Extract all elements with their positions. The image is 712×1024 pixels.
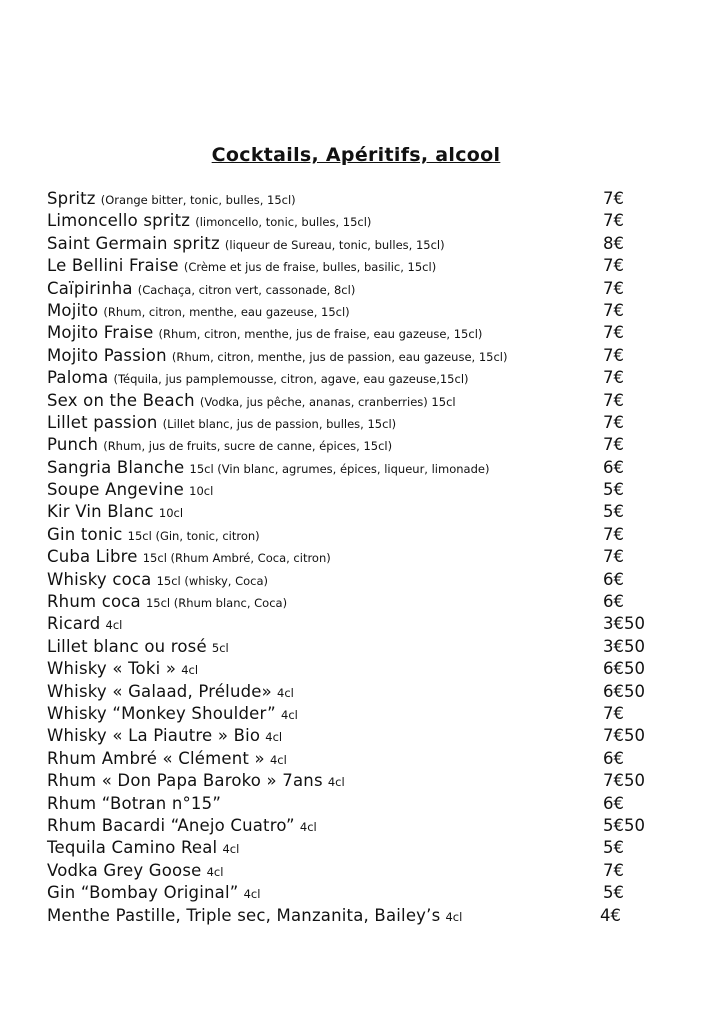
menu-item: [47, 501, 647, 523]
item-price: 4€: [600, 905, 621, 925]
menu-item: [47, 658, 647, 680]
item-price: 7€: [603, 524, 624, 544]
menu-item: [47, 546, 647, 568]
item-name: Whisky « Galaad, Prélude»: [47, 681, 272, 701]
item-detail: (Rhum, citron, menthe, jus de fraise, eau gazeuse, 15cl): [158, 327, 483, 342]
item-price: 3€50: [603, 636, 645, 656]
item-price: 5€: [603, 502, 624, 522]
menu-item: [47, 367, 647, 389]
menu-item: [47, 905, 647, 927]
item-detail: (Téquila, jus pamplemousse, citron, agave, eau gazeuse,15cl): [113, 372, 469, 387]
item-name: Whisky coca: [47, 569, 152, 589]
item-name: Menthe Pastille, Triple sec, Manzanita, Bailey’s: [47, 905, 441, 925]
item-price: 7€: [603, 368, 624, 388]
item-detail: 15cl (Rhum Ambré, Coca, citron): [142, 551, 331, 566]
item-name: Rhum “Botran n°15”: [47, 793, 222, 813]
menu-item: [47, 591, 647, 613]
item-detail: (Rhum, jus de fruits, sucre de canne, épices, 15cl): [103, 439, 393, 454]
item-name: Spritz: [47, 189, 96, 208]
item-price: 7€: [603, 211, 624, 231]
menu-item: [47, 412, 647, 434]
menu-item: [47, 703, 647, 725]
item-name: Soupe Angevine: [47, 480, 185, 500]
item-detail: (Lillet blanc, jus de passion, bulles, 15cl): [162, 416, 397, 431]
item-price: 5€50: [603, 815, 645, 835]
item-name: Mojito: [47, 300, 99, 320]
item-price: 7€: [603, 860, 624, 880]
item-price: 7€50: [603, 726, 645, 746]
item-name: Rhum Bacardi “Anejo Cuatro”: [47, 815, 295, 835]
item-name: Tequila Camino Real: [47, 838, 218, 858]
item-detail: 15cl (Vin blanc, agrumes, épices, liqueur, limonade): [189, 461, 490, 476]
item-price: 7€: [603, 189, 624, 208]
item-name: Mojito Passion: [47, 345, 167, 365]
item-price: 5€: [603, 838, 624, 858]
item-name: Saint Germain spritz: [47, 233, 220, 253]
item-detail: 4cl: [105, 618, 123, 633]
item-price: 7€: [603, 345, 624, 365]
item-price: 7€: [603, 323, 624, 343]
item-name: Gin “Bombay Original”: [47, 883, 239, 903]
item-detail: (Rhum, citron, menthe, jus de passion, eau gazeuse, 15cl): [171, 349, 508, 364]
menu-item: [47, 524, 647, 546]
item-name: Rhum « Don Papa Baroko » 7ans: [47, 771, 323, 791]
item-name: Sangria Blanche: [47, 457, 185, 477]
item-price: 6€: [603, 569, 624, 589]
item-price: 6€50: [603, 681, 645, 701]
menu-item: [47, 479, 647, 501]
item-name: Rhum coca: [47, 592, 141, 612]
menu-item: [47, 345, 647, 367]
item-name: Kir Vin Blanc: [47, 502, 154, 522]
item-detail: 4cl: [327, 775, 345, 790]
item-detail: (Orange bitter, tonic, bulles, 15cl): [100, 193, 296, 207]
item-detail: 4cl: [281, 707, 298, 722]
item-name: Whisky « La Piautre » Bio: [47, 726, 261, 746]
menu-item: [47, 457, 647, 479]
menu-item: [47, 300, 647, 322]
item-detail: (Rhum, citron, menthe, eau gazeuse, 15cl): [103, 304, 350, 319]
item-detail: 15cl (Gin, tonic, citron): [127, 528, 260, 543]
item-detail: 4cl: [181, 663, 199, 678]
item-price: 6€: [603, 793, 624, 813]
item-price: 6€: [603, 457, 624, 477]
item-detail: 4cl: [277, 685, 294, 700]
item-price: 7€: [603, 256, 624, 276]
menu-item: [47, 322, 647, 344]
menu-item: [47, 882, 647, 904]
item-name: Le Bellini Fraise: [47, 256, 179, 276]
item-price: 5€: [603, 480, 624, 500]
item-detail: 15cl (whisky, Coca): [156, 573, 269, 588]
item-price: 3€50: [603, 614, 645, 634]
menu-item: [47, 815, 647, 837]
item-price: 7€: [603, 547, 624, 567]
item-detail: 4cl: [269, 752, 287, 767]
item-name: Cuba Libre: [47, 547, 138, 567]
item-name: Gin tonic: [47, 524, 123, 544]
item-detail: 10cl: [189, 484, 214, 499]
menu-item: [47, 233, 647, 255]
item-detail: 15cl (Rhum blanc, Coca): [145, 596, 288, 611]
item-name: Whisky « Toki »: [47, 659, 177, 679]
item-price: 7€: [603, 300, 624, 320]
item-name: Vodka Grey Goose: [47, 860, 202, 880]
menu-item: [47, 770, 647, 792]
item-name: Ricard: [47, 614, 101, 634]
item-name: Lillet passion: [47, 412, 158, 432]
item-price: 7€: [603, 278, 624, 298]
menu-item: [47, 255, 647, 277]
menu-item: [47, 636, 647, 658]
item-price: 6€: [603, 592, 624, 612]
item-price: 7€: [603, 390, 624, 410]
item-detail: 4cl: [243, 887, 261, 902]
menu-item: [47, 278, 647, 300]
menu-item: [47, 860, 647, 882]
menu-list: [47, 188, 647, 927]
item-detail: (Vodka, jus pêche, ananas, cranberries) 15cl: [199, 394, 456, 409]
menu-item: [47, 210, 647, 232]
item-price: 7€: [603, 435, 624, 455]
item-name: Mojito Fraise: [47, 323, 154, 343]
item-detail: (limoncello, tonic, bulles, 15cl): [195, 215, 372, 230]
item-price: 5€: [603, 883, 624, 903]
menu-item: [47, 837, 647, 859]
item-detail: (Crème et jus de fraise, bulles, basilic, 15cl): [183, 260, 437, 275]
menu-item: [47, 613, 647, 635]
item-name: Whisky “Monkey Shoulder”: [47, 703, 276, 723]
item-detail: 10cl: [158, 506, 184, 521]
menu-item: [47, 569, 647, 591]
item-detail: 4cl: [265, 730, 283, 745]
item-name: Paloma: [47, 368, 109, 388]
item-name: Sex on the Beach: [47, 390, 195, 410]
item-detail: 4cl: [222, 842, 240, 857]
menu-item: [47, 434, 647, 456]
menu-item: [47, 725, 647, 747]
menu-item: [47, 793, 647, 815]
menu-item: [47, 188, 647, 210]
item-price: 6€: [603, 748, 624, 768]
item-name: Lillet blanc ou rosé: [47, 636, 207, 656]
menu-title: Cocktails, Apéritifs, alcool: [211, 144, 501, 166]
menu-item: [47, 681, 647, 703]
item-price: 8€: [603, 233, 624, 253]
item-name: Caïpirinha: [47, 278, 133, 298]
item-price: 7€50: [603, 771, 645, 791]
item-detail: 4cl: [445, 909, 463, 924]
menu-item: [47, 390, 647, 412]
menu-item: [47, 748, 647, 770]
item-detail: 4cl: [206, 864, 224, 879]
item-name: Punch: [47, 435, 99, 455]
item-detail: (Cachaça, citron vert, cassonade, 8cl): [137, 282, 356, 297]
item-price: 7€: [603, 412, 624, 432]
item-detail: 5cl: [211, 640, 229, 655]
item-price: 6€50: [603, 659, 645, 679]
item-detail: 4cl: [299, 819, 317, 834]
item-price: 7€: [603, 703, 624, 723]
item-detail: (liqueur de Sureau, tonic, bulles, 15cl): [224, 237, 445, 252]
item-name: Rhum Ambré « Clément »: [47, 748, 265, 768]
item-name: Limoncello spritz: [47, 211, 191, 231]
